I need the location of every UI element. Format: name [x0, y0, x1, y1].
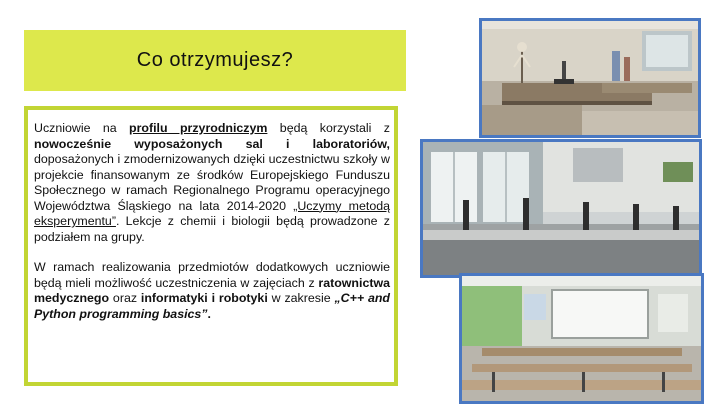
classroom-microscopes-photo [420, 139, 702, 278]
classroom-whiteboard-photo [459, 273, 704, 404]
p1-text: będą korzystali z [267, 121, 390, 135]
p2-course-name: „C++ and Python programming basics” [34, 291, 390, 321]
p1-profile-name: profilu przyrodniczym [129, 121, 268, 135]
p2-text: W ramach realizowania przedmiotów dodatkowych uczniowie będą mieli możliwość uczestniczenia w zajęciach z [34, 260, 390, 290]
content-box [24, 106, 398, 386]
p2-text: w zakresie [267, 291, 335, 305]
p2-text: oraz [109, 291, 141, 305]
p2-first-aid: ratownictwa medycznego [34, 275, 390, 305]
p1-project-name: „Uczymy metodą eksperymentu” [34, 198, 390, 228]
p1-text: doposażonych i zmodernizowanych dzięki uczestnictwu szkoły w projekcie finansowanym ze środków Europejskiego Funduszu Społecznego w ramach Regionalnego Programu operacyjnego Województwa Śląskiego na lata 2014-2020 [34, 152, 390, 213]
paragraph-profile [34, 121, 390, 245]
p2-text: . [207, 306, 211, 321]
slide-title-box [24, 30, 406, 91]
laboratory-photo [479, 18, 701, 138]
p1-text: . Lekcje z chemii i biologii będą prowadzone z podziałem na grupy. [34, 214, 390, 244]
slide-title: Co otrzymujesz? [136, 49, 294, 71]
paragraph-extra-subjects [34, 260, 390, 322]
p1-labs-highlight: nowocześnie wyposażonych sal i laboratoriów, [34, 136, 390, 151]
p2-it-robotics: informatyki i robotyki [140, 291, 268, 305]
p1-text: Uczniowie na [34, 121, 130, 135]
